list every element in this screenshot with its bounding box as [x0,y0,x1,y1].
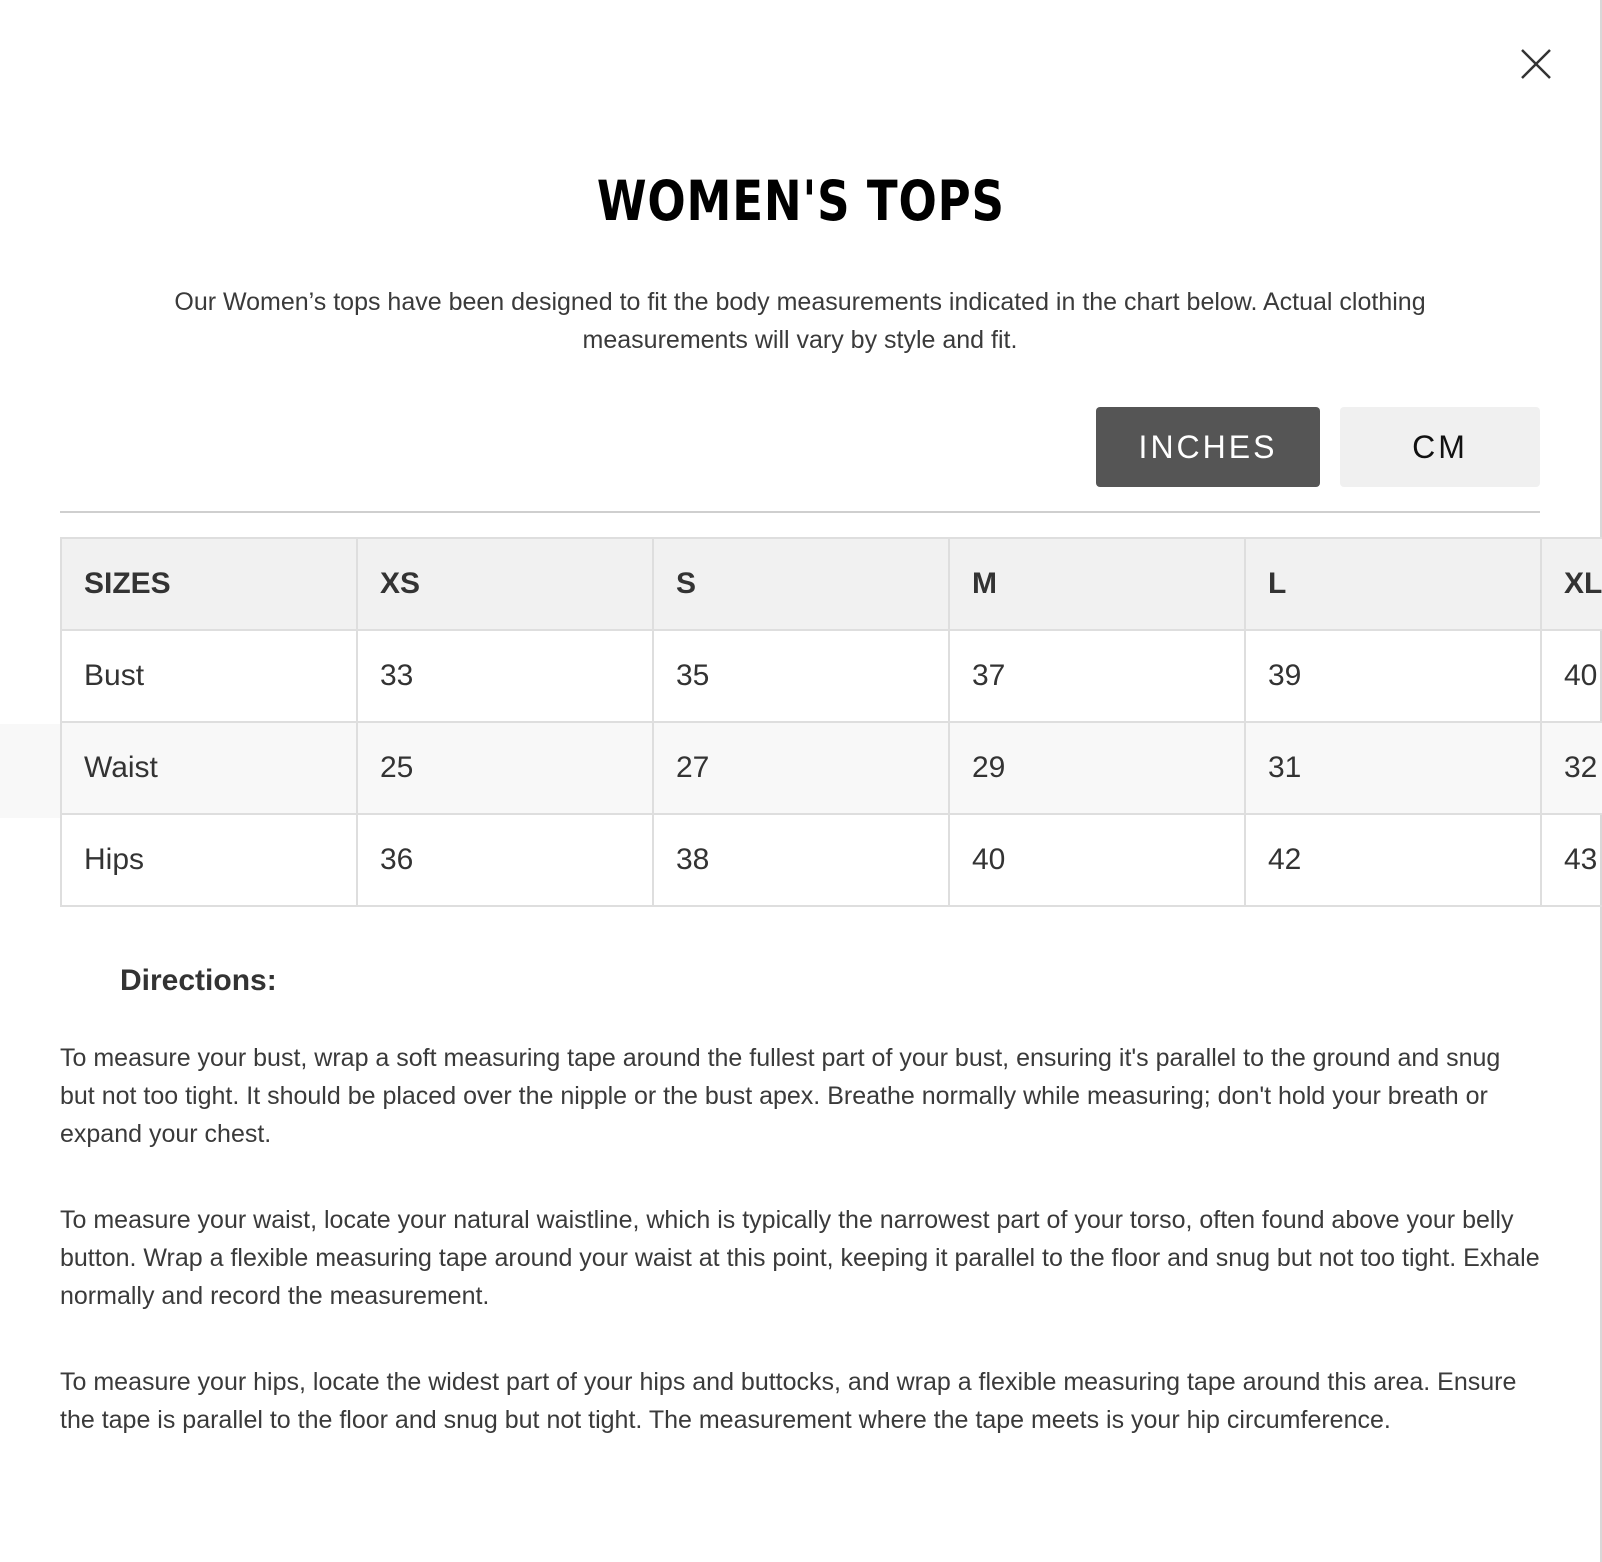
table-cell: 32 [1541,722,1602,814]
row-highlight [0,724,60,818]
table-cell: 39 [1245,630,1541,722]
size-table-container[interactable] [60,537,1602,913]
intro-text: Our Women’s tops have been designed to fit the body measurements indicated in the chart below. Actual clothing measurements will vary by style and fit. [174,288,1426,354]
close-button[interactable] [1516,44,1556,84]
row-label: Bust [61,630,357,722]
table-cell: 40 [949,814,1245,906]
table-cell: 37 [949,630,1245,722]
header-cell: L [1245,538,1541,630]
table-cell: 33 [357,630,653,722]
close-icon[interactable] [1516,44,1556,84]
row-label: Hips [61,814,357,906]
table-cell: 40 [1541,630,1602,722]
size-table [60,537,1602,907]
table-header-row [61,538,1602,630]
directions-heading: Directions: [120,964,277,997]
header-cell: SIZES [61,538,357,630]
direction-hips: To measure your hips, locate the widest part of your hips and buttocks, and wrap a flexible measuring tape around this area. Ensure the tape is parallel to the floor and snug but not tight. The measurement where the tape meets is your hip circumference. [60,1368,1517,1434]
row-label: Waist [61,722,357,814]
divider [60,511,1540,513]
table-row [61,814,1602,906]
table-cell: 38 [653,814,949,906]
header-cell: M [949,538,1245,630]
table-row [61,630,1602,722]
table-cell: 35 [653,630,949,722]
header-cell: XL [1541,538,1602,630]
direction-waist: To measure your waist, locate your natural waistline, which is typically the narrowest part of your torso, often found above your belly button. Wrap a flexible measuring tape around your waist at this point, keeping it parallel to the floor and snug but not too tight. Exhale normally and record the measurement. [60,1206,1540,1310]
table-cell: 42 [1245,814,1541,906]
table-row [61,722,1602,814]
table-cell: 29 [949,722,1245,814]
table-cell: 36 [357,814,653,906]
table-cell: 27 [653,722,949,814]
table-cell: 43 [1541,814,1602,906]
table-cell: 25 [357,722,653,814]
modal-title: WOMEN'S TOPS [596,169,1005,233]
table-cell: 31 [1245,722,1541,814]
unit-inches-button[interactable]: INCHES [1096,407,1320,487]
header-cell: XS [357,538,653,630]
unit-cm-button[interactable]: CM [1340,407,1540,487]
direction-bust: To measure your bust, wrap a soft measuring tape around the fullest part of your bust, ensuring it's parallel to the ground and snug but not too tight. It should be placed over the nipple or the bust apex. Breathe normally while measuring; don't hold your breath or expand your chest. [60,1044,1501,1148]
header-cell: S [653,538,949,630]
